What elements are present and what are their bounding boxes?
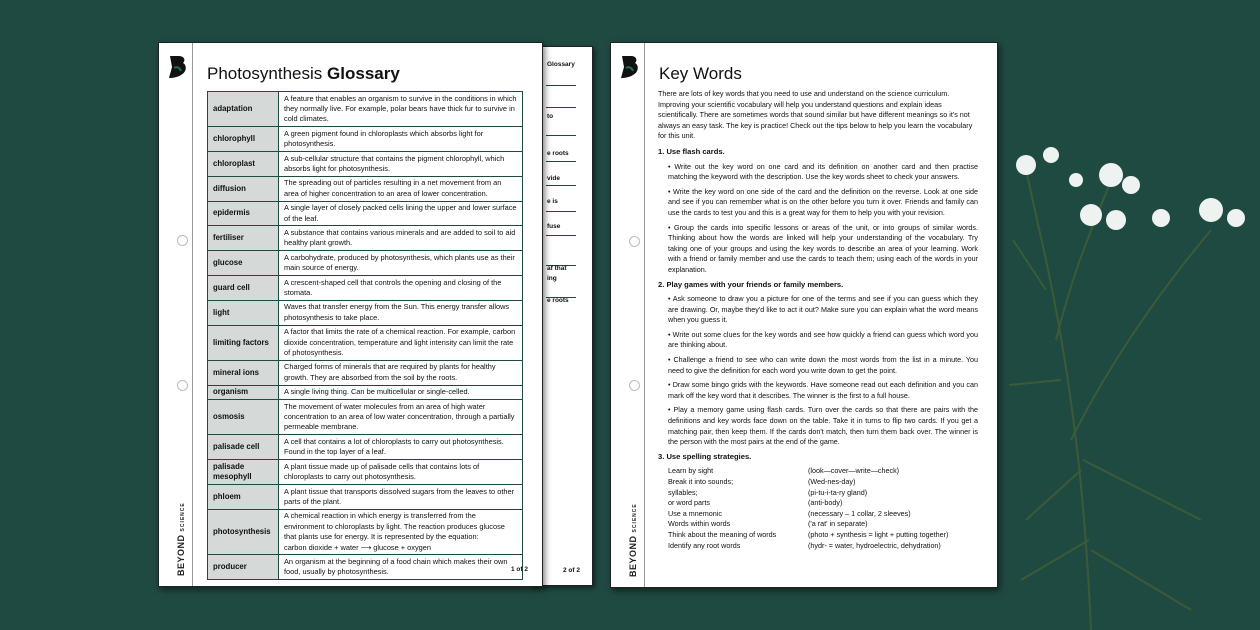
- strategy-example: ('a rat' in separate): [808, 519, 868, 529]
- strategy: Learn by sight: [668, 466, 714, 476]
- glossary-term: phloem: [208, 485, 279, 510]
- table-row: [208, 435, 523, 460]
- text-fragment: e roots: [547, 297, 569, 304]
- text-fragment: af that: [547, 265, 567, 272]
- tip-item: • Ask someone to draw you a picture for one of the terms and see if you can guess which they are drawing. Or, maybe they'd like to act it out? Make sure you can explain what the word means when you guess it.: [668, 294, 978, 326]
- strategy: Think about the meaning of words: [668, 529, 777, 539]
- key-words-page: [610, 42, 998, 588]
- beyond-logo-icon: [168, 55, 186, 79]
- text-fragment: e is: [547, 198, 558, 205]
- table-row: [208, 127, 523, 152]
- glossary-definition: Charged forms of minerals that are required by plants for healthy growth. They are absorbed from the soil by the roots.: [279, 360, 523, 385]
- text-fragment: to: [547, 113, 554, 120]
- glossary-term: organism: [208, 385, 279, 399]
- glossary-definition: An organism at the beginning of a food chain which makes their own food, usually by photosynthesis.: [279, 555, 523, 580]
- page-title: Key Words: [659, 64, 742, 83]
- beyond-logo-icon: [620, 55, 638, 79]
- punch-hole: [629, 380, 640, 391]
- table-row: [208, 300, 523, 325]
- glossary-term: chlorophyll: [208, 127, 279, 152]
- text-fragment: e roots: [547, 150, 569, 157]
- glossary-definition: A plant tissue made up of palisade cells that contains lots of chloroplasts to carry out photosynthesis.: [279, 460, 523, 485]
- glossary-term: producer: [208, 555, 279, 580]
- flower-decoration-icon: [1001, 140, 1260, 630]
- table-row: [208, 385, 523, 399]
- back-title-fragment: Glossary: [547, 61, 575, 68]
- glossary-definition: The spreading out of particles resulting in a net movement from an area of higher concentration to an area of lower concentration.: [279, 176, 523, 201]
- strategy-example: (hydr- = water, hydroelectric, dehydration): [808, 540, 941, 550]
- glossary-term: mineral ions: [208, 360, 279, 385]
- glossary-definition: A feature that enables an organism to survive in the conditions in which they normally live. For example, polar bears have thick fur to survive in cold climates.: [279, 92, 523, 127]
- intro-paragraph: There are lots of key words that you need to use and understand on the science curriculum. Improving your scientific vocabulary will help you understand questions and explain ideas scientifically. There are sometimes words that sound similar but have different meanings so it's not always an easy task. The key is practice! Check out the tips below to help you learn the vocabulary for this unit.: [658, 89, 973, 141]
- page-margin: [159, 43, 193, 586]
- glossary-definition: A single living thing. Can be multicellular or single-celled.: [279, 385, 523, 399]
- glossary-term: photosynthesis: [208, 509, 279, 555]
- glossary-term: adaptation: [208, 92, 279, 127]
- strategy: Break it into sounds;: [668, 477, 734, 486]
- table-row: [208, 400, 523, 435]
- table-row: [208, 555, 523, 580]
- section-heading: 1. Use flash cards.: [658, 146, 725, 156]
- table-row: [208, 276, 523, 301]
- table-row: [208, 360, 523, 385]
- strategy-example: (photo + synthesis = light + putting together): [808, 529, 949, 539]
- strategy-example: (necessary – 1 collar, 2 sleeves): [808, 508, 911, 518]
- table-border: [546, 161, 576, 162]
- table-row: [208, 226, 523, 251]
- glossary-definition: A cell that contains a lot of chloroplasts to carry out photosynthesis. Found in the top layer of a leaf.: [279, 435, 523, 460]
- glossary-definition: A factor that limits the rate of a chemical reaction. For example, carbon dioxide concentration, temperature and light intensity can limit the rate of photosynthesis.: [279, 325, 523, 360]
- text-fragment: ing: [547, 275, 557, 282]
- glossary-term: palisade cell: [208, 435, 279, 460]
- punch-hole: [177, 235, 188, 246]
- text-fragment: fuse: [547, 223, 561, 230]
- text-fragment: vide: [547, 175, 561, 182]
- table-row: [208, 325, 523, 360]
- tips-list: [668, 162, 978, 276]
- table-row: [208, 152, 523, 177]
- tip-item: • Draw some bingo grids with the keywords. Have someone read out each definition and you can mark off the key word that it describes. The winner is the first to a full house.: [668, 380, 978, 401]
- glossary-term: palisade mesophyll: [208, 460, 279, 485]
- punch-hole: [177, 380, 188, 391]
- glossary-definition: A sub-cellular structure that contains the pigment chlorophyll, which absorbs light for photosynthesis.: [279, 152, 523, 177]
- glossary-term: light: [208, 300, 279, 325]
- table-border: [546, 211, 576, 212]
- glossary-table: [207, 91, 523, 580]
- brand-logo: BEYONDSCIENCE: [176, 502, 186, 576]
- strategy-example: (pi-tu-i-ta-ry gland): [808, 487, 868, 497]
- glossary-term: glucose: [208, 251, 279, 276]
- section-heading: 2. Play games with your friends or family members.: [658, 279, 844, 289]
- glossary-definition: A plant tissue that transports dissolved sugars from the leaves to other parts of the plant.: [279, 485, 523, 510]
- glossary-term: diffusion: [208, 176, 279, 201]
- table-border: [546, 185, 576, 186]
- key-words-body: [658, 89, 978, 551]
- table-row: [208, 460, 523, 485]
- tip-item: • Write out the key word on one card and its definition on another card and then practise matching the keyword with the description. Use the key words sheet to check your answers.: [668, 162, 978, 183]
- glossary-definition: A crescent-shaped cell that controls the opening and closing of the stomata.: [279, 276, 523, 301]
- table-border: [546, 85, 576, 86]
- glossary-term: epidermis: [208, 201, 279, 226]
- strategy: or word parts: [668, 498, 710, 508]
- strategy-example: (look—cover—write—check): [808, 466, 900, 476]
- glossary-definition: A chemical reaction in which energy is transferred from the environment to chloroplasts by light. The reaction produces glucose that plants use for energy. It is represented by the equation: carbon dioxide + water ⟶ glucose + oxygen: [279, 509, 523, 555]
- glossary-term: guard cell: [208, 276, 279, 301]
- tips-list: [668, 294, 978, 448]
- equation: carbon dioxide + water ⟶ glucose + oxygen: [284, 542, 431, 552]
- table-row: [208, 251, 523, 276]
- strategy: syllables;: [668, 487, 698, 497]
- table-row: [208, 176, 523, 201]
- glossary-definition: The movement of water molecules from an area of high water concentration to an area of low water concentration, through a partially permeable membrane.: [279, 400, 523, 435]
- page-number: 1 of 2: [511, 566, 528, 573]
- strategy: Identify any root words: [668, 540, 741, 550]
- strategy-example: (anti-body): [808, 498, 843, 508]
- tip-item: • Write the key word on one side of the card and the definition on the reverse. Look at one side and see if you can remember what is on the other before you turn it over. Friends and family can use the cards to test you and this is a great way for them to help you with your revision.: [668, 187, 978, 219]
- glossary-page: [158, 42, 543, 587]
- table-row: [208, 201, 523, 226]
- tip-item: • Challenge a friend to see who can write down the most words from the list in a minute. You need to give the definition for each word you write down to get the point.: [668, 355, 978, 376]
- glossary-definition: A green pigment found in chloroplasts which absorbs light for photosynthesis.: [279, 127, 523, 152]
- strategy-example: (Wed-nes-day): [808, 477, 856, 486]
- tip-item: • Play a memory game using flash cards. Turn over the cards so that there are pairs with the definitions and key words face down on the table. Take it in turns to flip two cards. If you get a matching pair, then keep them. If the cards don't match, then turn them back over. The winner is the person with the most pairs at the end of the game.: [668, 405, 978, 447]
- glossary-definition: A carbohydrate, produced by photosynthesis, which plants use as their main source of energy.: [279, 251, 523, 276]
- glossary-term: fertiliser: [208, 226, 279, 251]
- table-border: [546, 135, 576, 136]
- strategy: Words within words: [668, 519, 731, 529]
- brand-logo: BEYONDSCIENCE: [628, 503, 638, 577]
- glossary-definition: Waves that transfer energy from the Sun. This energy transfer allows photosynthesis to take place.: [279, 300, 523, 325]
- punch-hole: [629, 236, 640, 247]
- table-border: [546, 235, 576, 236]
- glossary-term: chloroplast: [208, 152, 279, 177]
- tip-item: • Write out some clues for the key words and see how quickly a friend can guess which word you are thinking about.: [668, 330, 978, 351]
- section-heading: 3. Use spelling strategies.: [658, 451, 752, 461]
- spelling-strategies: [668, 466, 978, 551]
- glossary-definition: A single layer of closely packed cells lining the upper and lower surface of the leaf.: [279, 201, 523, 226]
- glossary-definition: A substance that contains various minerals and are added to soil to aid healthy plant growth.: [279, 226, 523, 251]
- table-row: [208, 509, 523, 555]
- table-row: [208, 92, 523, 127]
- tip-item: • Group the cards into specific lessons or areas of the unit, or into groups of similar words. Thinking about how the words are linked will help your understanding of the vocabulary. Try taking one of your groups and using the key words to describe an area of your learning. Work with a friend or family member and use the cards to teach them; using each of the words in your explanation.: [668, 223, 978, 276]
- table-row: [208, 485, 523, 510]
- page-title: Photosynthesis Glossary: [207, 64, 400, 83]
- table-border: [546, 107, 576, 108]
- glossary-term: limiting factors: [208, 325, 279, 360]
- page-margin: [611, 43, 645, 587]
- strategy: Use a mnemonic: [668, 508, 722, 518]
- glossary-term: osmosis: [208, 400, 279, 435]
- page-number: 2 of 2: [563, 567, 580, 574]
